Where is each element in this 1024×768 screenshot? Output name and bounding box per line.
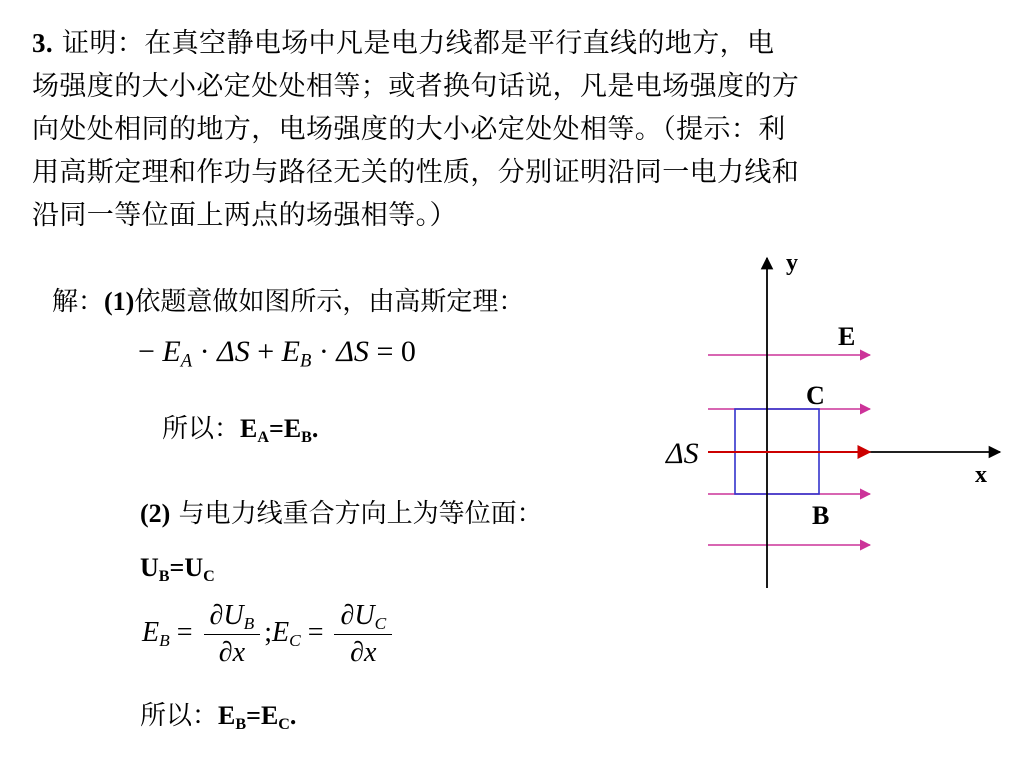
delta-s-label: ΔS — [666, 437, 699, 470]
fe-partial-3: ∂ — [340, 600, 355, 631]
fe-equals-1: = — [176, 616, 193, 648]
fe-e-b: E — [142, 616, 160, 648]
c1-s2: B — [301, 428, 312, 446]
problem-line-5: 沿同一等位面上两点的场强相等。） — [32, 200, 457, 231]
pot-s2: C — [203, 567, 215, 585]
pot-s1: B — [158, 567, 170, 585]
fe-x-1: x — [232, 637, 245, 668]
c1-end: . — [311, 414, 319, 443]
c1-s1: A — [257, 428, 269, 446]
eq-dot-1: · — [199, 335, 210, 368]
pot-eq: = — [169, 553, 185, 582]
field-e-label: E — [838, 322, 856, 351]
fe-equals-2: = — [307, 616, 324, 648]
problem-line-4: 用高斯定理和作功与路径无关的性质，分别证明沿同一电力线和 — [32, 157, 800, 188]
eq-dot-2: · — [318, 335, 329, 368]
problem-number: 3. — [32, 28, 54, 58]
fe-e-c: E — [271, 616, 290, 648]
x-axis-label: x — [975, 462, 987, 488]
eq-delta-s-2: ΔS — [336, 335, 369, 368]
fe-sub-b: B — [159, 631, 170, 651]
eq-sub-b: B — [299, 350, 312, 372]
fe-sub-c: C — [289, 631, 301, 651]
part1-text: 依题意做如图所示，由高斯定理： — [134, 287, 525, 317]
solution-lead: 解： — [52, 287, 105, 317]
fe-u-c: U — [354, 600, 375, 631]
eq-e-a: E — [162, 335, 181, 368]
fe-partial-2: ∂ — [218, 637, 233, 668]
pot-u2: U — [184, 553, 204, 582]
part2-text: 与电力线重合方向上为等位面： — [178, 499, 543, 529]
problem-line-2: 场强度的大小必定处处相等；或者换句话说，凡是电场强度的方 — [32, 71, 800, 102]
fe-partial-4: ∂ — [350, 637, 365, 668]
eq-plus: + — [257, 335, 275, 368]
fe-x-2: x — [364, 637, 377, 668]
problem-line-1-text: 证明：在真空静电场中凡是电力线都是平行直线的地方，电 — [62, 28, 775, 59]
eq-minus: − — [138, 335, 155, 368]
c2-s2: C — [278, 715, 290, 733]
c1-e1: E — [240, 414, 258, 443]
c2-eq: = — [246, 701, 261, 730]
part1-conclusion-prefix: 所以： — [162, 414, 241, 444]
point-b-label: B — [812, 501, 830, 530]
problem-line-3: 向处处相同的地方，电场强度的大小必定处处相等。（提示：利 — [32, 114, 786, 145]
eq-delta-s-1: ΔS — [217, 335, 250, 368]
eq-equals: = — [376, 335, 394, 368]
c2-end: . — [289, 701, 297, 730]
c1-eq: = — [269, 414, 284, 443]
point-c-label: C — [806, 381, 825, 410]
part2-conclusion-prefix: 所以： — [140, 701, 219, 731]
fe-u-sub-c: C — [374, 614, 387, 634]
c2-s1: B — [235, 715, 247, 733]
part1-label: (1) — [104, 287, 135, 316]
y-axis-label: y — [786, 250, 798, 276]
c2-e1: E — [218, 701, 236, 730]
c2-e2: E — [260, 701, 279, 730]
pot-u1: U — [140, 553, 159, 582]
fe-sep: ; — [264, 616, 272, 648]
fe-u-b: U — [223, 600, 244, 631]
part2-label: (2) — [140, 499, 171, 528]
c1-e2: E — [283, 414, 302, 443]
fe-u-sub-b: B — [243, 614, 255, 634]
eq-sub-a: A — [180, 350, 193, 372]
eq-zero: 0 — [400, 335, 416, 368]
fe-partial-1: ∂ — [209, 600, 224, 631]
eq-e-b: E — [281, 335, 300, 368]
